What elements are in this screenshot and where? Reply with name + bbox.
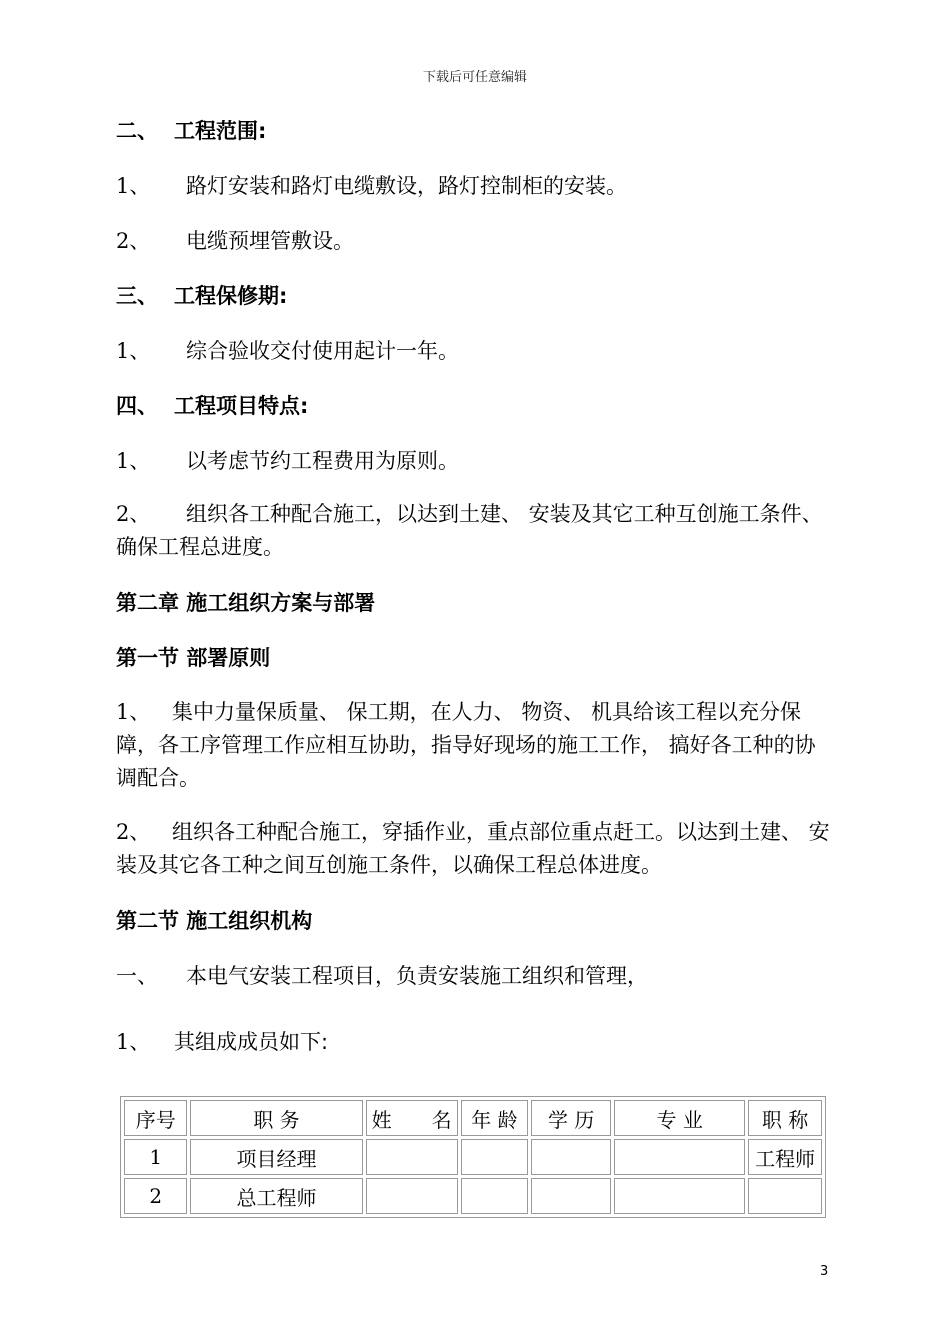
table-cell [531,1178,611,1214]
item-text: 集中力量保质量、 保工期，在人力、 物资、 机具给该工程以充分保障，各工序管理工作应相互协助，指导好现场的施工工作， 搞好各工种的协调配合。 [116,700,816,790]
table-cell [531,1139,611,1175]
item-number: 2、 [116,502,151,526]
staff-table [120,1096,826,1218]
scope-item-2 [116,224,836,258]
section-title: 工程保修期: [174,284,288,308]
features-item-1 [116,444,836,478]
section-features-heading [116,389,836,423]
table-row [124,1178,822,1214]
section-scope-heading [116,114,836,148]
item-text: 组织各工种配合施工，以达到土建、 安装及其它工种互创施工条件、 确保工程总进度。 [116,502,823,559]
table-cell [614,1178,745,1214]
table-cell [366,1139,458,1175]
table-header-cell: 职 务 [190,1100,362,1136]
section-title: 工程范围: [174,119,267,143]
section-warranty-heading [116,279,836,313]
organization-item-b [116,1025,836,1059]
table-cell [614,1139,745,1175]
principles-item-1 [116,696,836,795]
table-header-cell: 年 龄 [461,1100,529,1136]
item-text: 以考虑节约工程费用为原则。 [186,449,459,473]
item-number: 1、 [116,339,151,363]
features-item-2 [116,498,836,564]
warranty-item-1 [116,334,836,368]
item-number: 1、 [116,449,151,473]
chapter-heading: 第二章 施工组织方案与部署 [116,591,376,615]
table-cell [461,1139,529,1175]
table-row [124,1139,822,1175]
table-cell: 2 [124,1178,187,1214]
table-header-cell: 职 称 [748,1100,822,1136]
item-number: 2、 [116,820,151,844]
item-number: 1、 [116,174,151,198]
page-number: 3 [820,1264,829,1279]
organization-item-a [116,959,836,993]
table-cell: 工程师 [748,1139,822,1175]
section-principles-heading: 第一节 部署原则 [116,646,271,670]
item-text: 综合验收交付使用起计一年。 [186,339,459,363]
section-number: 三、 [116,283,158,308]
table-header-cell: 专 业 [614,1100,745,1136]
header-note: 下载后可任意编辑 [422,70,527,85]
item-text: 其组成成员如下: [174,1030,329,1054]
item-number: 2、 [116,229,151,253]
section-number: 二、 [116,118,158,143]
table-cell [748,1178,822,1214]
item-text: 电缆预埋管敷设。 [186,229,354,253]
principles-item-2 [116,816,836,882]
table-cell: 项目经理 [190,1139,362,1175]
table-cell [366,1178,458,1214]
section-number: 四、 [116,393,158,418]
table-header-cell: 学 历 [531,1100,611,1136]
table-header-cell: 序号 [124,1100,187,1136]
item-number: 1、 [116,700,151,724]
item-number: 一、 [116,964,158,988]
section-title: 工程项目特点: [174,394,309,418]
item-text: 路灯安装和路灯电缆敷设，路灯控制柜的安装。 [186,174,627,198]
section-organization-heading: 第二节 施工组织机构 [116,909,313,933]
item-text: 本电气安装工程项目，负责安装施工组织和管理， [186,964,648,988]
table-header-cell: 姓 名 [366,1100,458,1136]
table-cell: 总工程师 [190,1178,362,1214]
item-number: 1、 [116,1030,151,1054]
scope-item-1 [116,169,836,203]
item-text: 组织各工种配合施工，穿插作业，重点部位重点赶工。以达到土建、 安装及其它各工种之间互创施工条件，以确保工程总体进度。 [116,820,830,877]
table-header-row [124,1100,822,1136]
table-cell [461,1178,529,1214]
table-cell: 1 [124,1139,187,1175]
